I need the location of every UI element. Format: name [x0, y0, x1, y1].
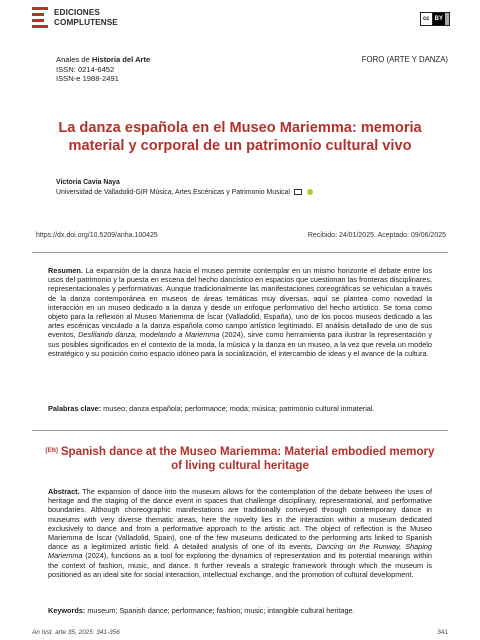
journal-eissn: ISSN-e 1988-2491 [56, 74, 119, 83]
lang-tag-en: [EN] [45, 448, 58, 454]
abstract-en-label: Abstract. [48, 487, 80, 496]
keywords-es-label: Palabras clave: [48, 404, 102, 413]
publisher-line-2: COMPLUTENSE [54, 18, 118, 27]
author-affiliation: Universidad de Valladolid-GIR Música, Artes Escénicas y Patrimonio Musical [56, 189, 290, 196]
cc-icon: cc [421, 13, 433, 25]
by-icon: BY [433, 13, 445, 25]
section-label: FORO (ARTE Y DANZA) [361, 55, 448, 64]
author-block [56, 178, 313, 198]
journal-name: Anales de Historia del Arte [56, 55, 151, 64]
divider-top [32, 252, 448, 253]
publisher-logo-icon [32, 7, 48, 29]
journal-issn: ISSN: 0214-6452 [56, 64, 115, 74]
article-title-en: [EN] Spanish dance at the Museo Mariemma: Material embodied memory of living cultural heritage [45, 445, 435, 472]
license-extra [445, 13, 449, 25]
keywords-es: Palabras clave: museo; danza española; performance; moda; música; patrimonio cultural inmaterial. [48, 404, 375, 413]
keywords-en: Keywords: museum; Spanish dance; performance; fashion; music; intangible cultural heritage. [48, 606, 355, 615]
event-title-en: Dancing on the Runway, Shaping Mariemma [48, 542, 432, 561]
keywords-en-label: Keywords: [48, 606, 86, 615]
received-accepted-dates: Recibido: 24/01/2025. Aceptado: 09/06/2025 [307, 232, 446, 239]
author-name: Victoria Cavia Naya [56, 179, 120, 186]
publisher-logo[interactable] [32, 7, 118, 29]
abstract-es-label: Resumen. [48, 266, 83, 275]
doi-link[interactable]: https://dx.doi.org/10.5209/anha.100425 [36, 232, 158, 239]
abstract-en: Abstract. The expansion of dance into the museum allows for the contemplation of the debate between the uses of heritage and the staging of the dance event in spaces that challenge disciplinary, representational, and performative boundaries. Although choreographic manifestations are traditionally conveyed through contemporary dance in museums with very diverse thematic areas, here the novelty lies in the interaction within a museum dedicated exclusively to dance and from a performative approach to the artistic act. The object of reflection is the Museo Mariemma de Íscar (Valladolid, Spain), one of the few museums dedicated to the performing arts linked to Spanish dance as a legitimized artistic field. A detailed analysis of one of its events, Dancing on the Runway, Shaping Mariemma (2024), functions as a tool for exploring the dynamics of representation and its potential meanings within the context of fashion, music, and dance. It further reveals a strategic framework through which the museum is positioned as an ideal site for social interaction, intellectual exchange, and the promotion of cultural development. [48, 487, 432, 579]
journal-info [56, 55, 150, 84]
cc-license-badge[interactable] [420, 12, 450, 26]
envelope-icon[interactable] [294, 189, 302, 195]
page-number: 341 [437, 629, 448, 636]
article-title-es: La danza española en el Museo Mariemma: memoria material y corporal de un patrimonio cultural vivo [58, 120, 422, 154]
event-title-es: Desfilando danza, modelando a Mariemma [78, 330, 220, 340]
orcid-icon[interactable] [307, 189, 313, 195]
footer-citation: An hist. arte 35, 2025: 341-356 [32, 629, 120, 636]
publisher-line-1: EDICIONES [54, 8, 100, 17]
publisher-name [54, 8, 118, 28]
abstract-es: Resumen. La expansión de la danza hacia el museo permite contemplar en un mismo horizonte el debate entre los usos del patrimonio y la puesta en escena del hecho dancístico en espacios que cuestionan las fronteras disciplinares, representacionales y performativas. Aunque tradicionalmente las manifestaciones coreográficas se vehiculan a través de la danza contemporánea en museos de áreas temáticas muy diversas, aquí se plantea como novedad la interacción en un museo dedicado a la danza y desde un enfoque performativo del hecho artístico. Se toma como objeto para la reflexión al Museo Mariemma de Íscar (Valladolid, España), uno de los pocos museos dedicado a las artes escénicas vinculado a la danza española como campo artístico legitimado. El análisis detallado de uno de sus eventos, Desfilando danza, modelando a Mariemma (2024), sirve como herramienta para ilustrar la representación y sus posibles significados en el contexto de la moda, la música y la danza en un museo, a la vez que revela un modelo estratégico y su posición como espacio idóneo para la socialización, el intercambio de ideas y el avance de la cultura. [48, 266, 432, 358]
divider-middle [32, 430, 448, 431]
